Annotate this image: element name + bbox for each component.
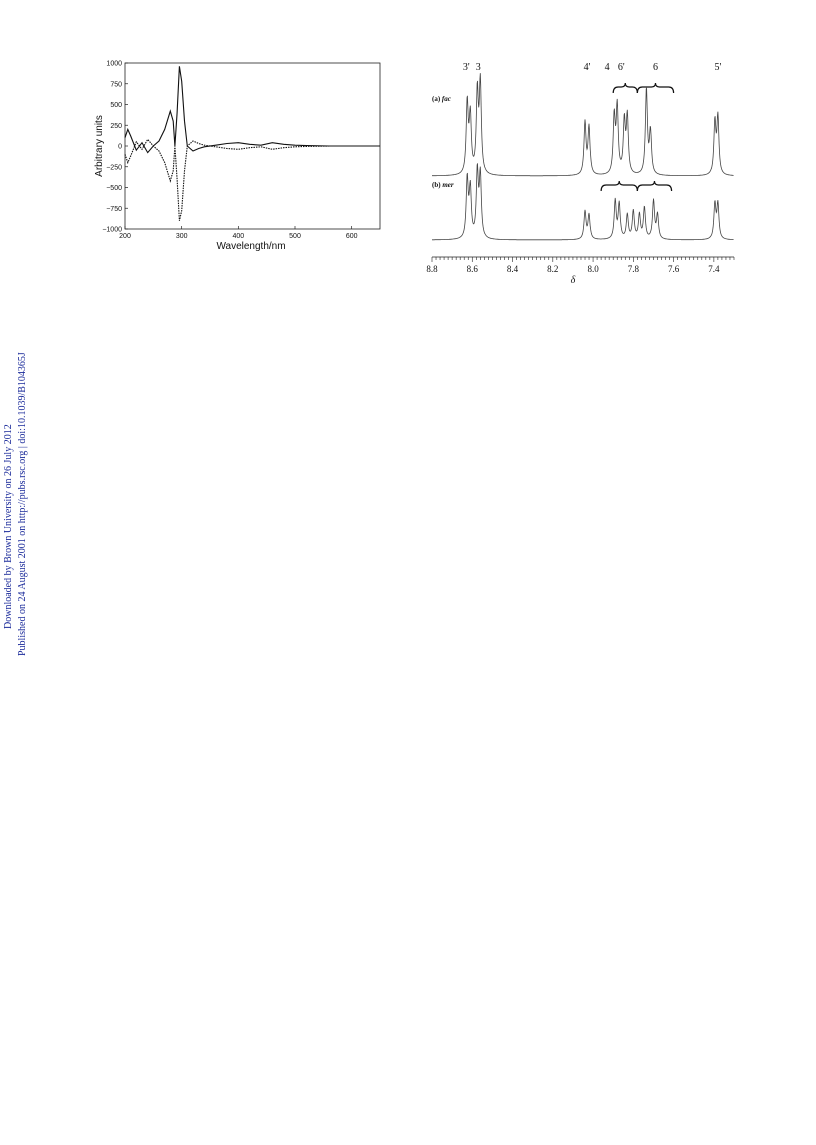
cd-spectrum-chart — [88, 55, 388, 255]
trace-label-isomer: fac — [441, 95, 451, 103]
download-note — [0, 0, 40, 700]
axis-tick-label: 8.4 — [506, 264, 519, 274]
x-tick-label: 300 — [175, 233, 188, 240]
series-group — [125, 66, 380, 220]
y-axis-title: Arbitrary units — [94, 115, 105, 177]
series-line-2 — [125, 139, 380, 220]
trace-label-isomer: mer — [442, 181, 454, 189]
axis-tick-label: 7.4 — [708, 264, 720, 274]
nmr-spectrum-chart — [420, 55, 745, 290]
peak-labels — [463, 62, 722, 73]
peak-label: 5' — [714, 62, 722, 73]
y-tick-label: 1000 — [106, 60, 122, 68]
y-tick-label: 750 — [110, 81, 122, 89]
publication-info-line: Published on 24 August 2001 on http://pubs.rsc.org | doi:10.1039/B104365J — [17, 352, 28, 656]
y-tick-label: 0 — [118, 143, 122, 151]
y-tick-label: −250 — [106, 164, 122, 172]
y-tick-label: 500 — [110, 102, 122, 109]
peak-label: 6' — [617, 62, 625, 73]
y-tick-label: −750 — [106, 205, 122, 213]
multiplet-brace — [637, 83, 673, 93]
spectrum-trace-fac — [432, 73, 734, 176]
delta-axis-title: δ — [570, 275, 576, 286]
trace-label — [432, 181, 454, 189]
peak-label: 4 — [604, 62, 610, 73]
trace-label-prefix: (b) — [432, 181, 443, 189]
axis-tick-label: 8.8 — [426, 264, 438, 274]
peak-label: 6 — [652, 62, 658, 73]
trace-label — [432, 95, 451, 103]
x-tick-label: 200 — [119, 233, 131, 240]
peak-label: 3 — [475, 62, 481, 73]
axis-tick-label: 8.0 — [587, 264, 599, 274]
spectrum-trace-mer — [432, 163, 734, 239]
axis-tick-label: 7.6 — [667, 264, 680, 274]
multiplet-brace — [613, 83, 637, 93]
y-tick-label: −1000 — [102, 226, 122, 234]
axis-tick-label: 8.2 — [547, 264, 559, 274]
axis-tick-label: 7.8 — [627, 264, 639, 274]
y-tick-label: −500 — [106, 185, 122, 192]
axis-ticks — [102, 61, 357, 241]
peak-label: 3' — [462, 62, 470, 73]
trace-label-prefix: (a) — [432, 95, 442, 103]
multiplet-brace — [637, 181, 671, 191]
x-axis-title: Wavelength/nm — [216, 241, 286, 252]
download-info-line: Downloaded by Brown University on 26 July 2012 — [3, 424, 14, 629]
axis-tick-label: 8.6 — [466, 264, 478, 274]
delta-axis — [426, 257, 734, 274]
series-line-1 — [125, 66, 380, 152]
x-tick-label: 400 — [232, 233, 245, 240]
x-tick-label: 600 — [345, 233, 358, 240]
multiplet-brace — [601, 181, 637, 191]
y-tick-label: 250 — [110, 122, 122, 130]
x-tick-label: 500 — [289, 233, 301, 240]
peak-label: 4' — [583, 62, 591, 73]
spectrum-traces — [432, 73, 734, 240]
